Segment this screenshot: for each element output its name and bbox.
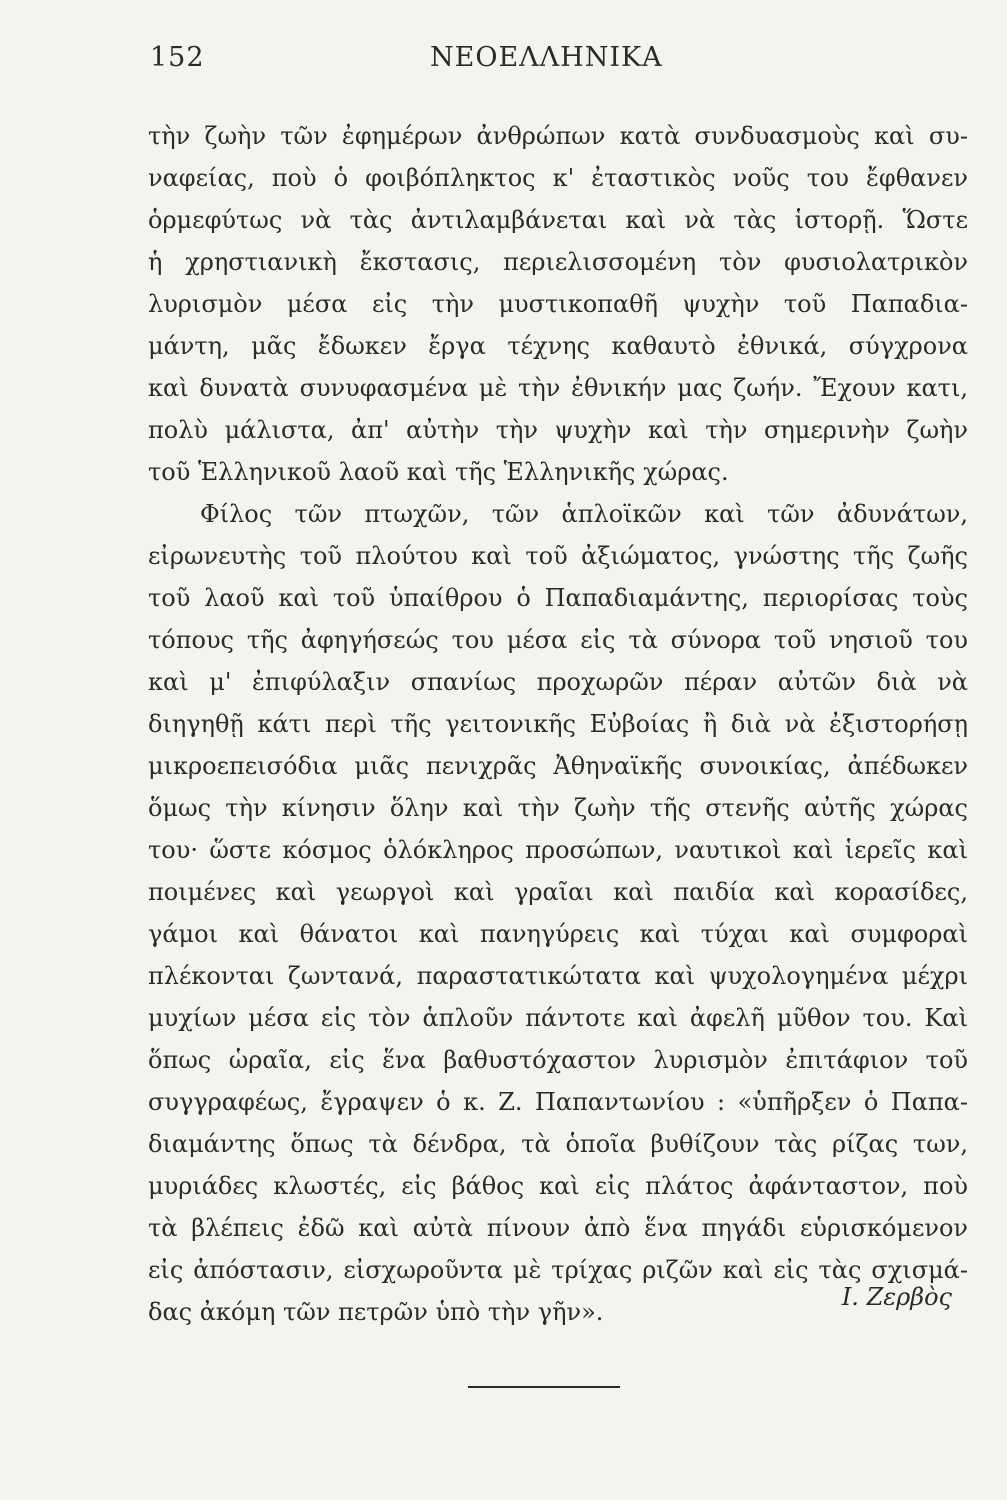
text-line: ἡ χρηστιανικὴ ἔκστασις, περιελισσομένη τὸν φυσιολατρικὸν (148, 248, 968, 276)
page-header (150, 42, 860, 86)
text-line: πολὺ μάλιστα, ἀπ' αὐτὴν τὴν ψυχὴν καὶ τὴν σημερινὴν ζωὴν (148, 416, 968, 444)
text-line: πλέκονται ζωντανά, παραστατικώτατα καὶ ψυχολογημένα μέχρι (148, 962, 968, 990)
text-line: ναφείας, ποὺ ὁ φοιβόπληκτος κ' ἐταστικὸς νοῦς του ἔφθανεν (148, 164, 968, 192)
text-line: του· ὥστε κόσμος ὁλόκληρος προσώπων, ναυτικοὶ καὶ ἱερεῖς καὶ (148, 836, 968, 864)
text-line: λυρισμὸν μέσα εἰς τὴν μυστικοπαθῆ ψυχὴν τοῦ Παπαδια- (148, 290, 968, 318)
text-line: τὰ βλέπεις ἐδῶ καὶ αὐτὰ πίνουν ἀπὸ ἕνα πηγάδι εὑρισκόμενον (148, 1214, 968, 1242)
text-line: δας ἀκόμη τῶν πετρῶν ὑπὸ τὴν γῆν». (148, 1298, 604, 1326)
text-line: καὶ δυνατὰ συνυφασμένα μὲ τὴν ἐθνικήν μας ζωήν. Ἔχουν κατι, (148, 374, 968, 402)
text-line: εἰρωνευτὴς τοῦ πλούτου καὶ τοῦ ἀξιώματος, γνώστης τῆς ζωῆς (148, 542, 968, 570)
author-signature: Ι. Ζερβὸς (841, 1283, 952, 1311)
page-number: 152 (150, 42, 205, 73)
running-title: ΝΕΟΕΛΛΗΝΙΚΑ (430, 42, 663, 73)
section-divider (468, 1386, 620, 1388)
text-line: Φίλος τῶν πτωχῶν, τῶν ἁπλοϊκῶν καὶ τῶν ἀδυνάτων, (200, 500, 968, 528)
text-line: τὴν ζωὴν τῶν ἐφημέρων ἀνθρώπων κατὰ συνδυασμοὺς καὶ συ- (148, 122, 968, 150)
text-line: συγγραφέως, ἔγραψεν ὁ κ. Ζ. Παπαντωνίου : «ὑπῆρξεν ὁ Παπα- (148, 1088, 968, 1116)
text-line: διαμάντης ὅπως τὰ δένδρα, τὰ ὁποῖα βυθίζουν τὰς ρίζας των, (148, 1130, 968, 1158)
text-line: ὅμως τὴν κίνησιν ὅλην καὶ τὴν ζωὴν τῆς στενῆς αὐτῆς χώρας (148, 794, 968, 822)
text-line: ὁρμεφύτως νὰ τὰς ἀντιλαμβάνεται καὶ νὰ τὰς ἱστορῇ. Ὥστε (148, 206, 968, 234)
text-line: διηγηθῇ κάτι περὶ τῆς γειτονικῆς Εὐβοίας ἢ διὰ νὰ ἐξιστορήσῃ (148, 710, 968, 738)
text-line: τοῦ Ἑλληνικοῦ λαοῦ καὶ τῆς Ἑλληνικῆς χώρας. (148, 458, 729, 486)
text-line: τόπους τῆς ἀφηγήσεώς του μέσα εἰς τὰ σύνορα τοῦ νησιοῦ του (148, 626, 968, 654)
text-line: τοῦ λαοῦ καὶ τοῦ ὑπαίθρου ὁ Παπαδιαμάντης, περιορίσας τοὺς (148, 584, 968, 612)
text-line: μάντη, μᾶς ἔδωκεν ἔργα τέχνης καθαυτὸ ἐθνικά, σύγχρονα (148, 332, 968, 360)
text-line: γάμοι καὶ θάνατοι καὶ πανηγύρεις καὶ τύχαι καὶ συμφοραὶ (148, 920, 968, 948)
text-line: μικροεπεισόδια μιᾶς πενιχρᾶς Ἀθηναϊκῆς συνοικίας, ἀπέδωκεν (148, 752, 968, 780)
text-line: μυριάδες κλωστές, εἰς βάθος καὶ εἰς πλάτος ἀφάνταστον, ποὺ (148, 1172, 968, 1200)
text-line: ὅπως ὡραῖα, εἰς ἕνα βαθυστόχαστον λυρισμὸν ἐπιτάφιον τοῦ (148, 1046, 968, 1074)
text-line: μυχίων μέσα εἰς τὸν ἁπλοῦν πάντοτε καὶ ἀφελῆ μῦθον του. Καὶ (148, 1004, 968, 1032)
text-line: εἰς ἀπόστασιν, εἰσχωροῦντα μὲ τρίχας ριζῶν καὶ εἰς τὰς σχισμά- (148, 1256, 968, 1284)
text-line: καὶ μ' ἐπιφύλαξιν σπανίως προχωρῶν πέραν αὐτῶν διὰ νὰ (148, 668, 968, 696)
text-line: ποιμένες καὶ γεωργοὶ καὶ γραῖαι καὶ παιδία καὶ κορασίδες, (148, 878, 968, 906)
